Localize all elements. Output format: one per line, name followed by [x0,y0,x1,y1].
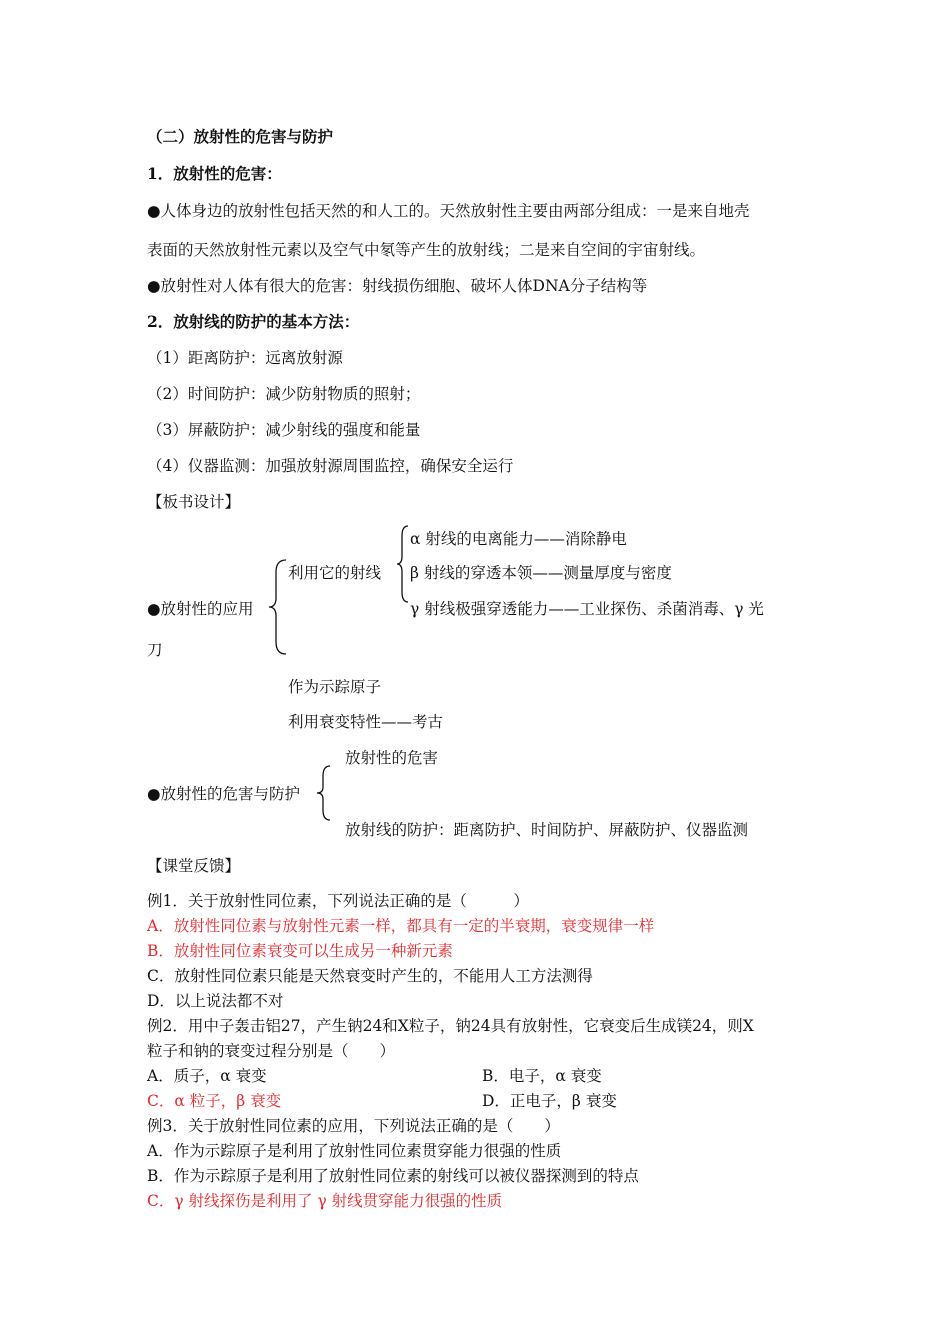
board-tracer: 作为示踪原子 [288,678,382,696]
question-1-option-b: B．放射性同位素衰变可以生成另一种新元素 [147,942,453,960]
board-harm-item: 放射性的危害 [345,749,439,767]
question-2-option-b: B．电子，α 衰变 [482,1067,602,1085]
board-harm-protection-title: ●放射性的危害与防护 [147,785,301,803]
board-application-title: ●放射性的应用 [147,600,254,618]
question-2-line1: 例2．用中子轰击铝27，产生钠24和X粒子，钠24具有放射性，它衰变后生成镁24，则X [147,1017,754,1035]
section-heading: （二）放射性的危害与防护 [147,127,334,146]
question-2-option-a: A．质子，α 衰变 [147,1067,267,1085]
paragraph-natural-radiation-line1: ●人体身边的放射性包括天然的和人工的。天然放射性主要由两部分组成：一是来自地壳 [147,202,750,220]
method-item: （4）仪器监测：加强放射源周围监控，确保安全运行 [147,457,514,475]
question-2-option-d: D．正电子，β 衰变 [482,1092,617,1110]
method-item: （3）屏蔽防护：减少射线的强度和能量 [147,421,421,439]
method-item: （1）距离防护：远离放射源 [147,349,343,367]
question-1-option-d: D．以上说法都不对 [147,992,284,1010]
question-3-option-c: C．γ 射线探伤是利用了 γ 射线贯穿能力很强的性质 [147,1192,503,1210]
board-gamma-line: γ 射线极强穿透能力——工业探伤、杀菌消毒、γ 光 [410,600,764,618]
question-3-option-b: B．作为示踪原子是利用了放射性同位素的射线可以被仪器探测到的特点 [147,1167,639,1185]
question-2-option-c: C．α 粒子，β 衰变 [147,1092,282,1110]
method-item: （2）时间防护：减少防射物质的照射； [147,385,421,403]
paragraph-harm-to-body: ●放射性对人体有很大的危害：射线损伤细胞、破坏人体DNA分子结构等 [147,277,648,295]
board-gamma-continued: 刀 [147,641,163,659]
subheading-protection: 2．放射线的防护的基本方法： [147,312,360,331]
board-title: 【板书设计】 [147,493,241,511]
board-decay-archaeology: 利用衰变特性——考古 [288,713,444,731]
paragraph-natural-radiation-line2: 表面的天然放射性元素以及空气中氡等产生的放射线；二是来自空间的宇宙射线。 [147,241,706,259]
board-protection-item: 放射线的防护：距离防护、时间防护、屏蔽防护、仪器监测 [345,821,749,839]
board-use-rays: 利用它的射线 [288,564,382,582]
question-3-option-a: A．作为示踪原子是利用了放射性同位素贯穿能力很强的性质 [147,1142,562,1160]
board-alpha-line: α 射线的电离能力——消除静电 [410,530,627,548]
brace-application [268,558,290,656]
question-1-option-a: A．放射性同位素与放射性元素一样，都具有一定的半衰期，衰变规律一样 [147,917,655,935]
question-1: 例1．关于放射性同位素，下列说法正确的是（ ） [147,892,529,910]
brace-rays [396,524,412,604]
question-3: 例3．关于放射性同位素的应用，下列说法正确的是（ ） [147,1117,560,1135]
subheading-harm: 1．放射性的危害： [147,164,282,183]
question-1-option-c: C．放射性同位素只能是天然衰变时产生的，不能用人工方法测得 [147,967,593,985]
brace-harm-protection [316,764,334,822]
board-beta-line: β 射线的穿透本领——测量厚度与密度 [410,564,672,582]
question-2-line2: 粒子和钠的衰变过程分别是（ ） [147,1042,396,1060]
feedback-title: 【课堂反馈】 [147,857,241,875]
